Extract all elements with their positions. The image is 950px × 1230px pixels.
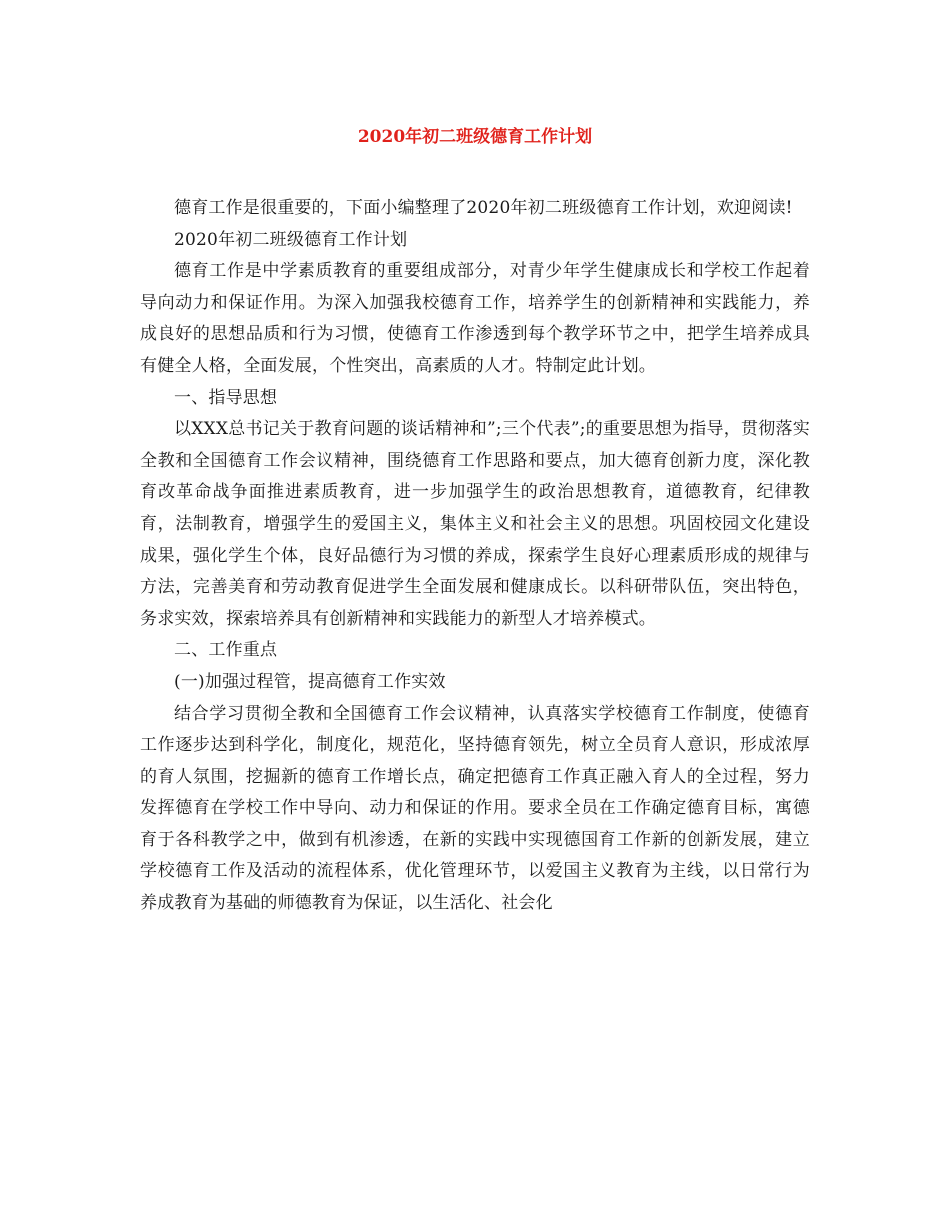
section-heading-work-focus: 二、工作重点 <box>174 640 278 661</box>
process-management-paragraph: 结合学习贯彻全教和全国德育工作会议精神，认真落实学校德育工作制度，使德育工作逐步达到科学化，制度化，规范化，坚持德育领先，树立全员育人意识，形成浓厚的育人氛围，挖掘新的德育工作增长点，确定把德育工作真正融入育人的全过程，努力发挥德育在学校工作中导向、动力和保证的作用。要求全员在工作确定德育目标，寓德育于各科教学之中，做到有机渗透，在新的实践中实现德国育工作新的创新发展，建立学校德育工作及活动的流程体系，优化管理环节，以爱国主义教育为主线，以日常行为养成教育为基础的师德教育为保证，以生活化、社会化 <box>140 703 810 914</box>
guiding-ideology-paragraph: 以XXX总书记关于教育问题的谈话精神和”;三个代表”;的重要思想为指导，贯彻落实全教和全国德育工作会议精神，围绕德育工作思路和要点，加大德育创新力度，深化教育改革命战争面推进素质教育，进一步加强学生的政治思想教育，道德教育，纪律教育，法制教育，增强学生的爱国主义，集体主义和社会主义的思想。巩固校园文化建设成果，强化学生个体，良好品德行为习惯的养成，探索学生良好心理素质形成的规律与方法，完善美育和劳动教育促进学生全面发展和健康成长。以科研带队伍，突出特色，务求实效，探索培养具有创新精神和实践能力的新型人才培养模式。 <box>140 419 810 629</box>
overview-paragraph: 德育工作是中学素质教育的重要组成部分，对青少年学生健康成长和学校工作起着导向动力和保证作用。为深入加强我校德育工作，培养学生的创新精神和实践能力，养成良好的思想品质和行为习惯，使德育工作渗透到每个教学环节之中，把学生培养成具有健全人格，全面发展，个性突出，高素质的人才。特制定此计划。 <box>140 261 810 376</box>
document-title: 2020年初二班级德育工作计划 <box>357 127 593 147</box>
document-body <box>140 193 810 920</box>
subsection-heading-process-management: (一)加强过程管，提高德育工作实效 <box>174 671 446 692</box>
section-heading-guiding-ideology: 一、指导思想 <box>174 387 278 408</box>
intro-paragraph: 德育工作是很重要的，下面小编整理了2020年初二班级德育工作计划，欢迎阅读! <box>174 198 793 218</box>
plan-subtitle: 2020年初二班级德育工作计划 <box>174 229 408 250</box>
